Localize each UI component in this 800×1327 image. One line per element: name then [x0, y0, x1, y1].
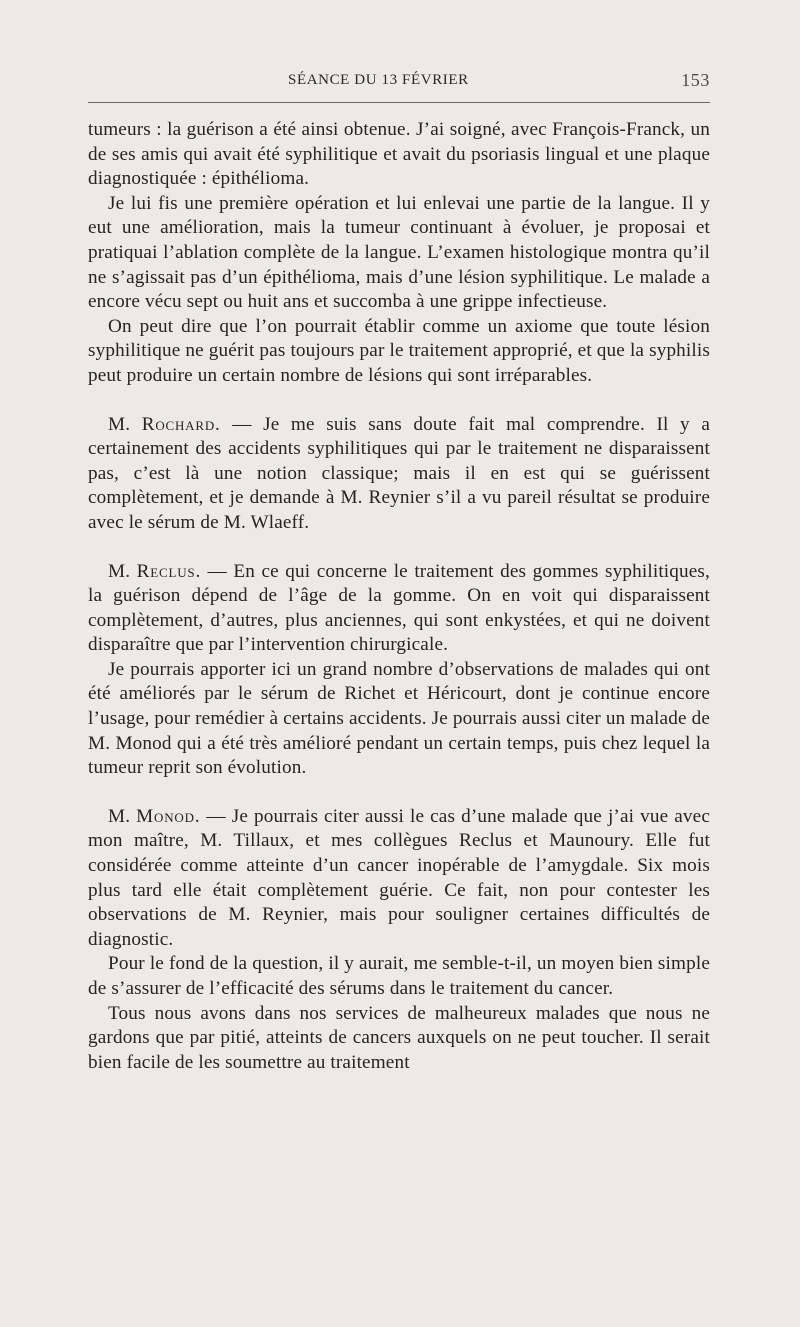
- speech-reclus: [88, 560, 710, 658]
- speech-monod: [88, 805, 710, 953]
- header-rule: [88, 102, 710, 103]
- speech-rochard: [88, 413, 710, 536]
- speaker-name-rochard: Rochard.: [141, 413, 221, 435]
- section-gap: [88, 781, 710, 805]
- speaker-name-reclus: Reclus.: [136, 560, 202, 582]
- paragraph: Je lui fis une première opération et lui enlevai une partie de la langue. Il y eut une amélioration, mais la tumeur continuant à évoluer, je proposai et pratiquai l’ablation complète de la langue. L’examen histologique montra qu’il ne s’agissait pas d’un épithélioma, mais d’une lésion syphilitique. Le malade a encore vécu sept ou huit ans et succomba à une grippe infectieuse.: [88, 192, 710, 313]
- section-gap: [88, 536, 710, 560]
- speech-text: — Je pourrais citer aussi le cas d’une malade que j’ai vue avec mon maître, M. Tillaux, et mes collègues Reclus et Maunoury. Elle fut considérée comme atteinte d’un cancer inopérable de l’amygdale. Six mois plus tard elle était complètement guérie. Ce fait, non pour contester les observations de M. Reynier, mais pour souligner certaines difficultés de diagnostic.: [88, 805, 710, 950]
- paragraph: Je pourrais apporter ici un grand nombre d’observations de malades qui ont été améliorés par le sérum de Richet et Héricourt, dont je continue encore l’usage, pour remédier à certains accidents. Je pourrais aussi citer un malade de M. Monod qui a été très amélioré pendant un certain temps, puis chez lequel la tumeur reprit son évolution.: [88, 658, 710, 779]
- speaker-title: M.: [108, 805, 131, 827]
- paragraph: Tous nous avons dans nos services de malheureux malades que nous ne gardons que par pitié, atteints de cancers auxquels on ne peut toucher. Il serait bien facile de les soumettre au traitement: [88, 1002, 710, 1073]
- running-header: [88, 64, 710, 94]
- body-text: [88, 118, 710, 1075]
- speech-text: — Je me suis sans doute fait mal comprendre. Il y a certainement des accidents syphilitiques qui par le traitement ne disparaissent pas, c’est là une notion classique; mais il en est qui se guérissent complètement, et je demande à M. Reynier s’il a vu pareil résultat se produire avec le sérum de M. Wlaeff.: [88, 413, 711, 533]
- speaker-title: M.: [108, 413, 131, 435]
- speech-text: — En ce qui concerne le traitement des gommes syphilitiques, la guérison dépend de l’âge de la gomme. On en voit qui disparaissent complètement, d’autres, plus anciennes, qui sont enkystées, et qui ne doivent disparaître que par l’intervention chirurgicale.: [88, 560, 710, 656]
- paragraph: Pour le fond de la question, il y aurait, me semble-t-il, un moyen bien simple de s’assurer de l’efficacité des sérums dans le traitement du cancer.: [88, 953, 710, 999]
- section-gap: [88, 389, 710, 413]
- speaker-name-monod: Monod.: [136, 805, 201, 827]
- paragraph: On peut dire que l’on pourrait établir comme un axiome que toute lésion syphilitique ne guérit pas toujours par le traitement approprié, et que la syphilis peut produire un certain nombre de lésions qui sont irréparables.: [88, 315, 710, 386]
- page-number: 153: [681, 70, 710, 90]
- paragraph-continuation: tumeurs : la guérison a été ainsi obtenue. J’ai soigné, avec François-Franck, un de ses amis qui avait été syphilitique et avait du psoriasis lingual et une plaque diagnostiquée : épithélioma.: [88, 119, 710, 190]
- speaker-title: M.: [108, 560, 131, 582]
- running-title: SÉANCE DU 13 FÉVRIER: [288, 72, 469, 88]
